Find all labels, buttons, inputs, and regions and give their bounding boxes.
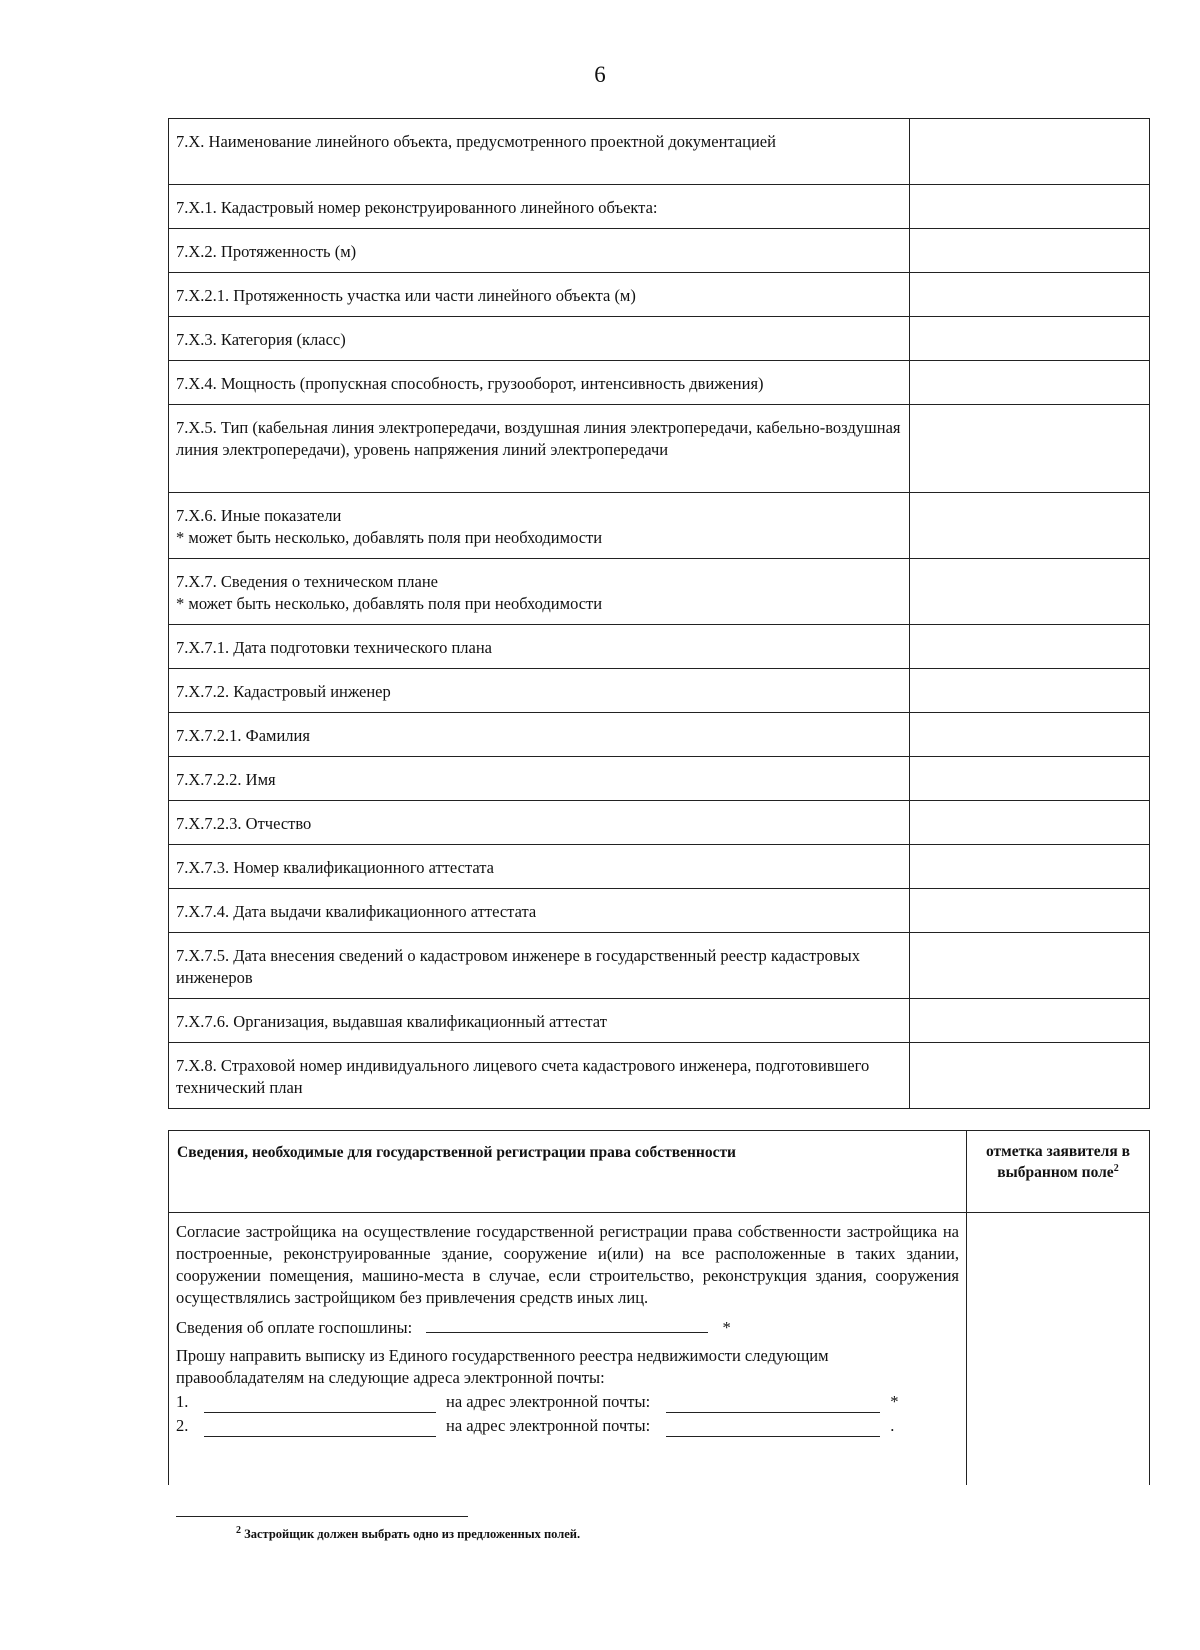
table-row (169, 405, 1150, 493)
table-row (169, 933, 1150, 999)
row-label (169, 273, 910, 317)
consent-text: Согласие застройщика на осуществление государственной регистрации права собственности застройщика на построенные, реконструированные здание, сооружение и(или) на все расположенные в таких здании, сооружении помещения, машино-места в случае, если строительство, реконструкция здания, сооружения осуществлялись застройщиком без привлечения средств иных лиц. (176, 1222, 959, 1307)
mark-cell[interactable] (967, 1213, 1150, 1485)
row-value-field[interactable] (910, 625, 1150, 669)
row-label-line: 7.X.7.2.1. Фамилия (176, 726, 310, 745)
row-label (169, 185, 910, 229)
row-label-line: * может быть несколько, добавлять поля при необходимости (176, 528, 603, 547)
row-label-line: 7.X.4. Мощность (пропускная способность, грузооборот, интенсивность движения) (176, 374, 764, 393)
row-label-line: 7.X.6. Иные показатели (176, 506, 342, 525)
row-value-field[interactable] (910, 713, 1150, 757)
footnote-number: 2 (236, 1524, 241, 1536)
table-row (169, 1043, 1150, 1109)
email-field[interactable] (666, 1395, 880, 1413)
row-label-line: 7.X. Наименование линейного объекта, предусмотренного проектной документацией (176, 132, 776, 151)
table-row (169, 999, 1150, 1043)
row-label-line: 7.X.1. Кадастровый номер реконструированного линейного объекта: (176, 198, 658, 217)
row-value-field[interactable] (910, 273, 1150, 317)
table-row (169, 801, 1150, 845)
table-row (169, 625, 1150, 669)
row-label-line: 7.X.7. Сведения о техническом плане (176, 572, 438, 591)
row-value-field[interactable] (910, 669, 1150, 713)
table-row (169, 559, 1150, 625)
row-label (169, 713, 910, 757)
row-value-field[interactable] (910, 229, 1150, 273)
row-label-line: 7.X.3. Категория (класс) (176, 330, 346, 349)
object-details-table (168, 118, 1150, 1109)
body-content (169, 1213, 967, 1485)
recipients-list (176, 1389, 959, 1437)
footnote-text: Застройщик должен выбрать одно из предложенных полей. (244, 1527, 581, 1541)
table-row (169, 669, 1150, 713)
row-value-field[interactable] (910, 361, 1150, 405)
row-label (169, 493, 910, 559)
row-label-line: * может быть несколько, добавлять поля при необходимости (176, 594, 603, 613)
footnote (236, 1524, 581, 1542)
table-row (169, 185, 1150, 229)
row-label (169, 999, 910, 1043)
row-value-field[interactable] (910, 493, 1150, 559)
row-label (169, 669, 910, 713)
header-mark (967, 1131, 1150, 1213)
row-label-line: 7.X.5. Тип (кабельная линия электропередачи, воздушная линия электропередачи, кабельно-воздушная линия электропередачи), уровень напряжения линий электропередачи (176, 418, 901, 459)
table-header-row (169, 1131, 1150, 1213)
recipient-mark: . (890, 1416, 895, 1435)
row-label (169, 361, 910, 405)
row-value-field[interactable] (910, 889, 1150, 933)
row-label (169, 933, 910, 999)
recipient-name-field[interactable] (204, 1395, 436, 1413)
recipient-mark: * (890, 1392, 899, 1411)
row-label (169, 405, 910, 493)
recipient-name-field[interactable] (204, 1419, 436, 1437)
row-label (169, 1043, 910, 1109)
row-label (169, 559, 910, 625)
fee-row (176, 1315, 959, 1339)
table-row (169, 713, 1150, 757)
row-label-line: 7.X.2.1. Протяженность участка или части линейного объекта (м) (176, 286, 636, 305)
row-label (169, 801, 910, 845)
recipient-row (176, 1389, 959, 1413)
fee-field[interactable] (426, 1315, 708, 1333)
row-value-field[interactable] (910, 933, 1150, 999)
table-row (169, 229, 1150, 273)
row-label (169, 757, 910, 801)
row-value-field[interactable] (910, 405, 1150, 493)
row-label-line: 7.X.7.6. Организация, выдавшая квалификационный аттестат (176, 1012, 607, 1031)
row-label-line: 7.X.8. Страховой номер индивидуального лицевого счета кадастрового инженера, подготовившего технический план (176, 1056, 870, 1097)
required-mark: * (722, 1318, 731, 1337)
table-row (169, 317, 1150, 361)
row-label-line: 7.X.7.2.2. Имя (176, 770, 276, 789)
header-mark-footnote-ref: 2 (1113, 1162, 1119, 1174)
header-mark-text: отметка заявителя в выбранном поле (985, 1143, 1131, 1181)
row-label (169, 229, 910, 273)
email-label: на адрес электронной почты: (446, 1392, 651, 1411)
row-value-field[interactable] (910, 757, 1150, 801)
recipient-row (176, 1413, 959, 1437)
row-label-line: 7.X.7.2. Кадастровый инженер (176, 682, 391, 701)
recipient-number: 1. (176, 1392, 189, 1411)
page-number: 6 (594, 62, 606, 87)
table-row (169, 889, 1150, 933)
ownership-registration-table (168, 1130, 1150, 1485)
footnote-divider (176, 1516, 468, 1517)
row-label-line: 7.X.7.3. Номер квалификационного аттестата (176, 858, 494, 877)
row-label (169, 845, 910, 889)
header-main: Сведения, необходимые для государственной регистрации права собственности (169, 1131, 967, 1213)
row-value-field[interactable] (910, 185, 1150, 229)
row-value-field[interactable] (910, 559, 1150, 625)
row-label (169, 889, 910, 933)
request-text: Прошу направить выписку из Единого государственного реестра недвижимости следующим правообладателям на следующие адреса электронной почты: (176, 1346, 829, 1387)
table-row (169, 361, 1150, 405)
table-body-row (169, 1213, 1150, 1485)
table-row (169, 845, 1150, 889)
row-value-field[interactable] (910, 801, 1150, 845)
recipient-number: 2. (176, 1416, 189, 1435)
row-label-line: 7.X.7.1. Дата подготовки технического плана (176, 638, 492, 657)
row-value-field[interactable] (910, 1043, 1150, 1109)
row-value-field[interactable] (910, 317, 1150, 361)
row-value-field[interactable] (910, 119, 1150, 185)
fee-label: Сведения об оплате госпошлины: (176, 1318, 413, 1337)
table-row (169, 493, 1150, 559)
row-label-line: 7.X.7.5. Дата внесения сведений о кадастровом инженере в государственный реестр кадастровых инженеров (176, 946, 861, 987)
email-field[interactable] (666, 1419, 880, 1437)
row-label (169, 119, 910, 185)
table-row (169, 757, 1150, 801)
email-label: на адрес электронной почты: (446, 1416, 651, 1435)
row-label (169, 317, 910, 361)
row-value-field[interactable] (910, 845, 1150, 889)
row-label-line: 7.X.7.2.3. Отчество (176, 814, 312, 833)
table-row (169, 119, 1150, 185)
row-label (169, 625, 910, 669)
table-row (169, 273, 1150, 317)
row-value-field[interactable] (910, 999, 1150, 1043)
row-label-line: 7.X.2. Протяженность (м) (176, 242, 357, 261)
row-label-line: 7.X.7.4. Дата выдачи квалификационного аттестата (176, 902, 537, 921)
